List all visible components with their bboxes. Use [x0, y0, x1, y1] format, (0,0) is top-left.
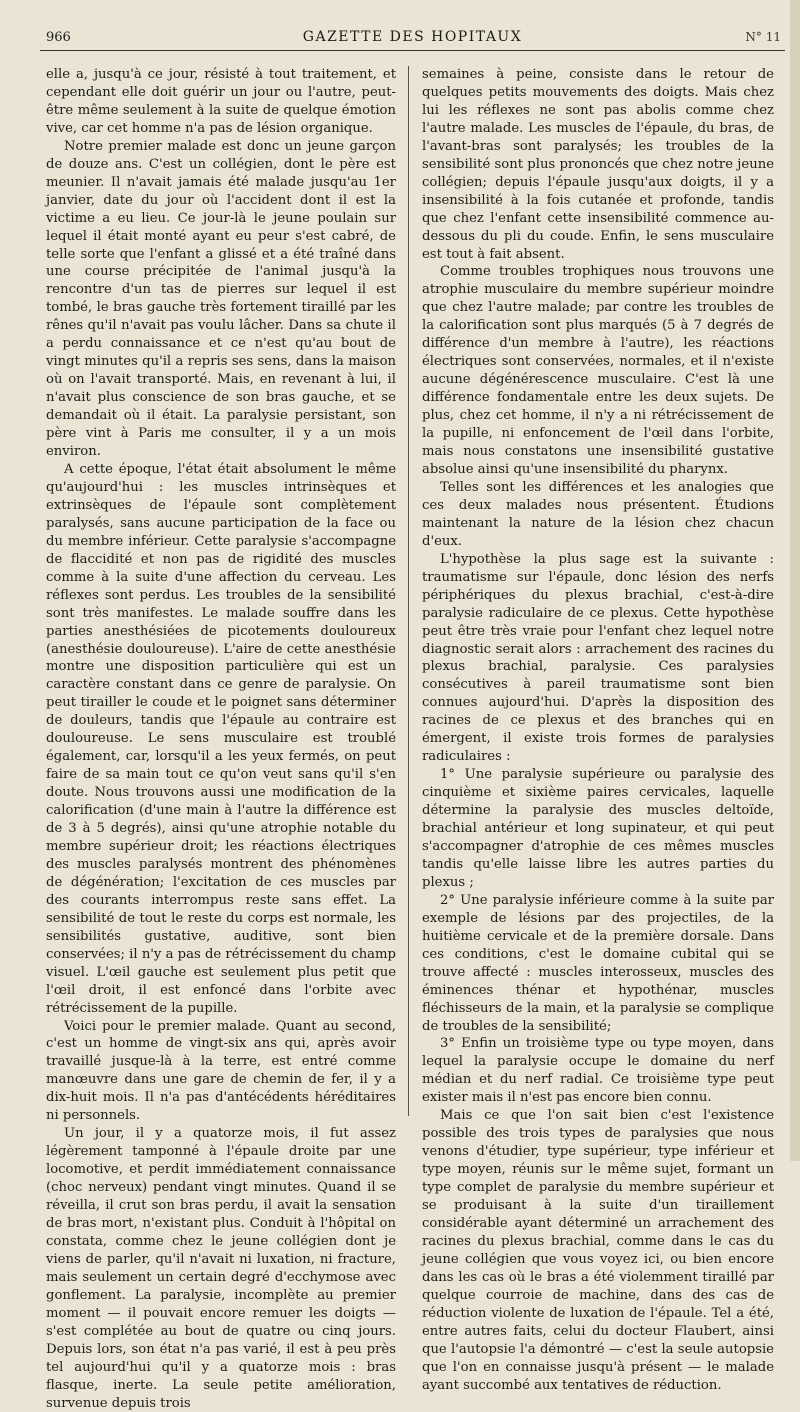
page-header: [40, 24, 785, 51]
paragraph: 2° Une paralysie inférieure comme à la suite par exemple de lésions par des projectiles, de la huitième cervicale et de la première dorsale. Dans ces conditions, c'est le domaine cubital qui se trouve affecté : muscles interosseux, muscles des éminences thénar et hypothénar, muscles fléchisseurs de la main, et la paralysie se complique de troubles de la sensibilité;: [422, 892, 774, 1034]
paragraph: semaines à peine, consiste dans le retour de quelques petits mouvements des doigts. Mais chez lui les réflexes ne sont pas abolis comme chez l'autre malade. Les muscles de l'épaule, du bras, de l'avant-bras sont paralysés; les troubles de la sensibilité sont plus prononcés que chez notre jeune collégien; depuis l'épaule jusqu'aux doigts, il y a insensibilité à la fois cutanée et profonde, tandis que chez l'enfant cette insensibilité commence au-dessous du pli du coude. Enfin, le sens musculaire est tout à fait absent.: [422, 67, 774, 262]
paragraph: 1° Une paralysie supérieure ou paralysie des cinquième et sixième paires cervicales, laquelle détermine la paralysie des muscles deltoïde, brachial antérieur et long supinateur, et qui peut s'accompagner d'atrophie de ces mêmes muscles tandis qu'elle laisse libre les autres parties du plexus ;: [422, 767, 774, 890]
paragraph: A cette époque, l'état était absolument le même qu'aujourd'hui : les muscles intrinsèques et extrinsèques de l'épaule sont complètement paralysés, sans aucune participation de la face ou du membre inférieur. Cette paralysie s'accompagne de flaccidité et non pas de rigidité des muscles comme à la suite d'une affection du cerveau. Les réflexes sont perdus. Les troubles de la sensibilité sont très manifestes. Le malade souffre dans les parties anesthésiées de picotements douloureux (anesthésie douloureuse). L'aire de cette anesthésie montre une disposition particulière qui est un caractère constant dans ce genre de paralysie. On peut tirailler le coude et le poignet sans déterminer de douleurs, tandis que l'épaule au contraire est douloureuse. Le sens musculaire est troublé également, car, lorsqu'il a les yeux fermés, on peut faire de sa main tout ce qu'on veut sans qu'il s'en doute. Nous trouvons aussi une modification de la calorification (d'une main à l'autre la différence est de 3 à 5 degrés), ainsi qu'une atrophie notable du membre supérieur droit; les réactions électriques des muscles paralysés montrent des phénomènes de dégénération; l'excitation de ces muscles par des courants interrompus reste sans effet. La sensibilité de tout le reste du corps est normale, les sensibilités gustative, auditive, sont bien conservées; il n'y a pas de rétrécissement du champ visuel. L'œil gauche est seulement plus petit que l'œil droit, il est enfoncé dans l'orbite avec rétrécissement de la pupille.: [46, 461, 396, 1016]
paragraph: Un jour, il y a quatorze mois, il fut assez légèrement tamponné à l'épaule droite par une locomotive, et perdit immédiatement connaissance (choc nerveux) pendant vingt minutes. Quand il se réveilla, il crut son bras perdu, il avait la sensation de bras mort, n'existant plus. Conduit à l'hôpital on constata, comme chez le jeune collégien dont je viens de parler, qu'il n'avait ni luxation, ni fracture, mais seulement un certain degré d'ecchymose avec gonflement. La paralysie, incomplète au premier moment — il pouvait encore remuer les doigts — s'est complétée au bout de quatre ou cinq jours. Depuis lors, son état n'a pas varié, il est à peu près tel aujourd'hui qu'il y a quatorze mois : bras flasque, inerte. La seule petite amélioration, survenue depuis trois: [46, 1126, 396, 1411]
paragraph: 3° Enfin un troisième type ou type moyen, dans lequel la paralysie occupe le domaine du nerf médian et du nerf radial. Ce troisième type peut exister mais il n'est pas encore bien connu.: [422, 1036, 774, 1106]
column-divider: [408, 66, 409, 1116]
left-column: [46, 66, 396, 1411]
paragraph: elle a, jusqu'à ce jour, résisté à tout traitement, et cependant elle doit guérir un jour ou l'autre, peut-être même seulement à la suite de quelque émotion vive, car cet homme n'a pas de lésion organique.: [46, 67, 396, 136]
paragraph: Voici pour le premier malade. Quant au second, c'est un homme de vingt-six ans qui, après avoir travaillé jusque-là à la terre, est entré comme manœuvre dans une gare de chemin de fer, il y a dix-huit mois. Il n'a pas d'antécédents héréditaires ni personnels.: [46, 1018, 396, 1124]
page-edge: [790, 0, 800, 1161]
paragraph: Notre premier malade est donc un jeune garçon de douze ans. C'est un collégien, dont le père est meunier. Il n'avait jamais été malade jusqu'au 1er janvier, date du jour où l'accident dont il est la victime a eu lieu. Ce jour-là le jeune poulain sur lequel il était monté ayant eu peur s'est cabré, de telle sorte que l'enfant a glissé et a été traîné dans une course précipitée de l'animal jusqu'à la rencontre d'un tas de pierres sur lequel il est tombé, le bras gauche très fortement tiraillé par les rênes qu'il n'avait pas voulu lâcher. Dans sa chute il a perdu connaissance et ce n'est qu'au bout de vingt minutes qu'il a repris ses sens, dans la maison où on l'avait transporté. Mais, en revenant à lui, il n'avait plus conscience de son bras gauche, et se demandait où il était. La paralysie persistant, son père vint à Paris me consulter, il y a un mois environ.: [46, 138, 396, 460]
paragraph: L'hypothèse la plus sage est la suivante : traumatisme sur l'épaule, donc lésion des nerfs périphériques du plexus brachial, c'est-à-dire paralysie radiculaire de ce plexus. Cette hypothèse peut être très vraie pour l'enfant chez lequel notre diagnostic serait alors : arrachement des racines du plexus brachial, paralysie. Ces paralysies consécutives à pareil traumatisme sont bien connues aujourd'hui. D'après la disposition des racines de ce plexus et des branches qui en émergent, il existe trois formes de paralysies radiculaires :: [422, 551, 774, 765]
paragraph: Telles sont les différences et les analogies que ces deux malades nous présentent. Étudions maintenant la nature de la lésion chez chacun d'eux.: [422, 479, 774, 549]
paragraph: Mais ce que l'on sait bien c'est l'existence possible des trois types de paralysies que nous venons d'étudier, type supérieur, type inférieur et type moyen, réunis sur le même sujet, formant un type complet de paralysie du membre supérieur et se produisant à la suite d'un tiraillement considérable ayant déterminé un arrachement des racines du plexus brachial, comme dans le cas du jeune collégien que vous voyez ici, ou bien encore dans les cas où le bras a été violemment tiraillé par quelque courroie de machine, dans des cas de réduction violente de luxation de l'épaule. Tel a été, entre autres faits, celui du docteur Flaubert, ainsi que l'autopsie l'a démontré — c'est la seule autopsie que l'on en connaisse jusqu'à présent — le malade ayant succombé aux tentatives de réduction.: [422, 1108, 774, 1393]
running-title: GAZETTE DES HOPITAUX: [302, 29, 523, 45]
paragraph: Comme troubles trophiques nous trouvons une atrophie musculaire du membre supérieur moindre que chez l'autre malade; par contre les troubles de la calorification sont plus marqués (5 à 7 degrés de différence d'un membre à l'autre), les réactions électriques sont conservées, normales, et il n'existe aucune dégénérescence musculaire. C'est là une différence fondamentale entre les deux sujets. De plus, chez cet homme, il n'y a ni rétrécissement de la pupille, ni enfoncement de l'œil dans l'orbite, mais nous constatons une insensibilité gustative absolue ainsi qu'une insensibilité du pharynx.: [422, 264, 774, 477]
right-column: [422, 66, 774, 1393]
issue-number-fragment: N° 11: [745, 30, 781, 44]
page-number: 966: [46, 30, 71, 45]
